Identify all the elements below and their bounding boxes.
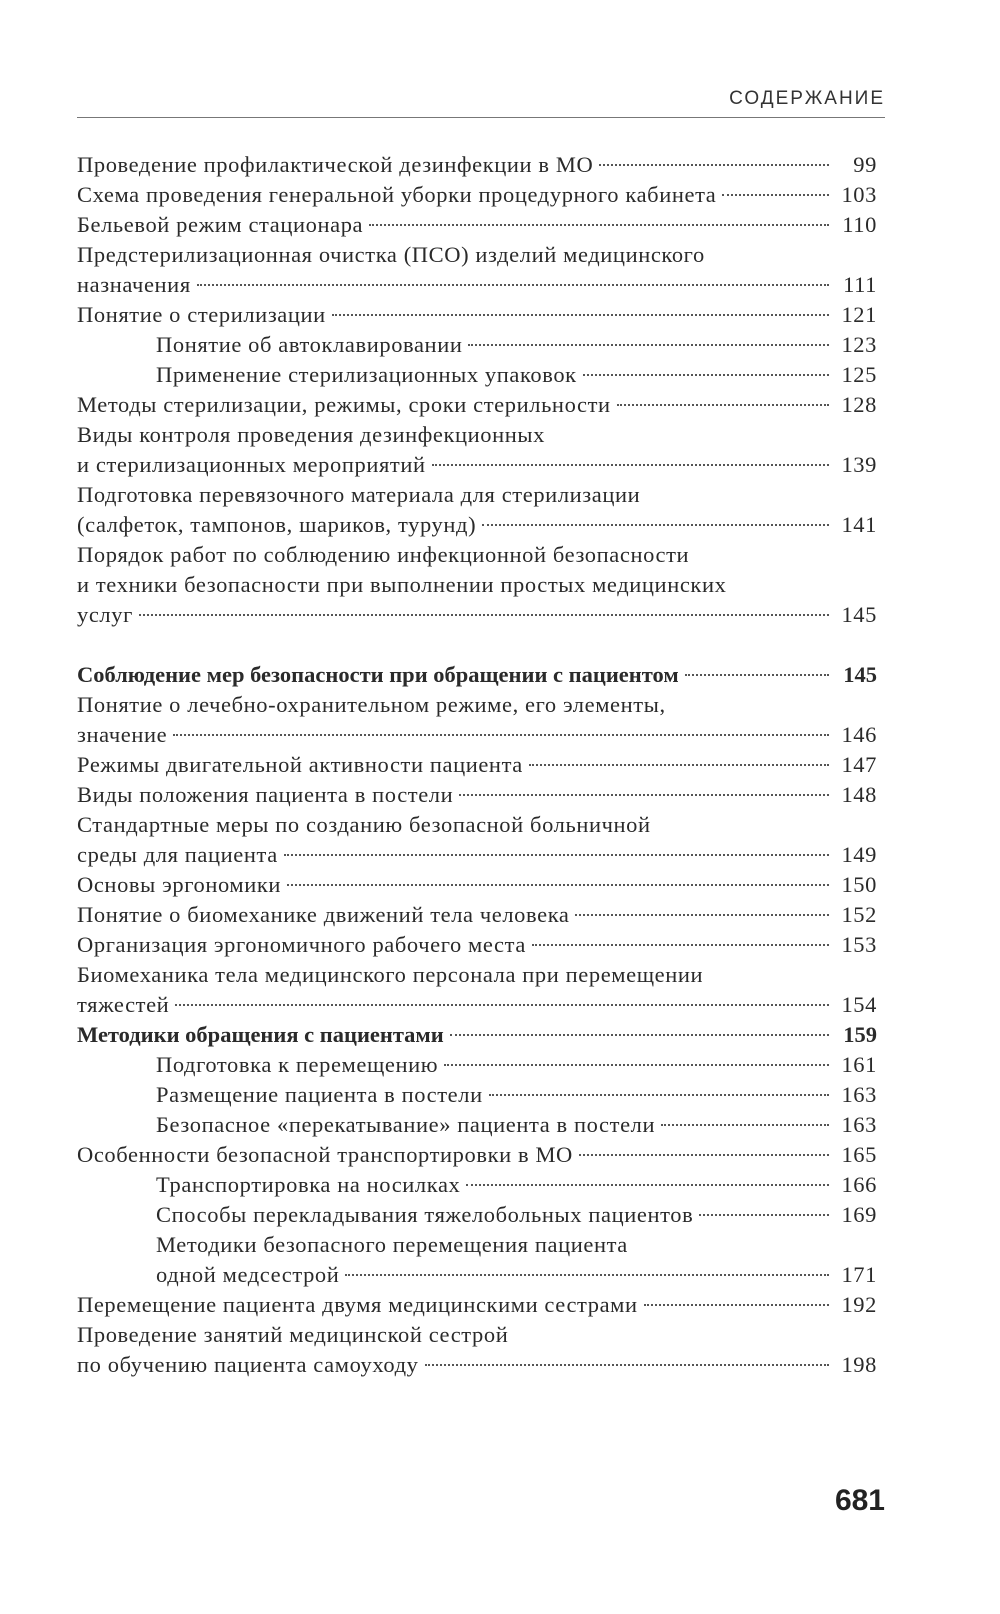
dot-leader <box>583 374 829 376</box>
dot-leader <box>332 314 829 316</box>
dot-leader <box>459 794 829 796</box>
toc-page-number: 149 <box>841 842 877 867</box>
toc-entry <box>77 1170 877 1200</box>
toc-entry-title: Особенности безопасной транспортировки в МО <box>77 1142 573 1167</box>
dot-leader <box>685 674 829 676</box>
dot-leader <box>699 1214 829 1216</box>
toc-entry <box>77 840 877 870</box>
toc-entry-title: Транспортировка на носилках <box>156 1172 461 1197</box>
toc-entry <box>77 600 877 630</box>
toc-entry-title: Понятие о лечебно-охранительном режиме, его элементы, <box>77 692 666 717</box>
toc-entry-title: Соблюдение мер безопасности при обращении с пациентом <box>77 662 679 687</box>
dot-leader <box>444 1064 829 1066</box>
toc-entry-line <box>77 1230 877 1260</box>
toc-entry-title: Виды положения пациента в постели <box>77 782 454 807</box>
toc-entry <box>77 660 877 690</box>
toc-entry-title: Проведение занятий медицинской сестрой <box>77 1322 509 1347</box>
toc-entry-title: Режимы двигательной активности пациента <box>77 752 523 777</box>
toc-entry-title: Методики безопасного перемещения пациента <box>156 1232 628 1257</box>
dot-leader <box>175 1004 829 1006</box>
toc-entry-title: услуг <box>77 602 133 627</box>
dot-leader <box>579 1154 829 1156</box>
dot-leader <box>661 1124 829 1126</box>
dot-leader <box>139 614 829 616</box>
toc-entry <box>77 150 877 180</box>
toc-entry <box>77 360 877 390</box>
toc-entry-title: назначения <box>77 272 191 297</box>
toc-page-number: 152 <box>841 902 877 927</box>
table-of-contents <box>77 150 877 1380</box>
toc-entry-title: Порядок работ по соблюдению инфекционной безопасности <box>77 542 690 567</box>
dot-leader <box>369 224 829 226</box>
toc-page-number: 147 <box>841 752 877 777</box>
header-divider <box>77 117 885 118</box>
toc-entry <box>77 1140 877 1170</box>
toc-entry <box>77 1350 877 1380</box>
toc-entry-title: и техники безопасности при выполнении простых медицинских <box>77 572 727 597</box>
toc-page-number: 159 <box>843 1022 877 1047</box>
toc-page-number: 192 <box>841 1292 877 1317</box>
toc-page-number: 145 <box>843 662 877 687</box>
dot-leader <box>575 914 829 916</box>
toc-entry <box>77 1020 877 1050</box>
toc-entry <box>77 1200 877 1230</box>
toc-entry <box>77 390 877 420</box>
toc-page-number: 145 <box>841 602 877 627</box>
toc-entry-line <box>77 540 877 570</box>
toc-page-number: 148 <box>841 782 877 807</box>
toc-page-number: 123 <box>841 332 877 357</box>
toc-entry-title: Организация эргономичного рабочего места <box>77 932 526 957</box>
toc-entry-line <box>77 420 877 450</box>
toc-entry-title: Виды контроля проведения дезинфекционных <box>77 422 546 447</box>
toc-entry-line <box>77 690 877 720</box>
dot-leader <box>287 884 829 886</box>
dot-leader <box>617 404 829 406</box>
toc-entry-title: Методы стерилизации, режимы, сроки стерильности <box>77 392 611 417</box>
toc-entry-title: Способы перекладывания тяжелобольных пациентов <box>156 1202 694 1227</box>
toc-entry <box>77 300 877 330</box>
toc-entry-title: Биомеханика тела медицинского персонала при перемещении <box>77 962 704 987</box>
toc-page-number: 103 <box>841 182 877 207</box>
dot-leader <box>468 344 829 346</box>
toc-entry-title: Бельевой режим стационара <box>77 212 364 237</box>
toc-entry-title: Основы эргономики <box>77 872 282 897</box>
toc-entry-title: Проведение профилактической дезинфекции в МО <box>77 152 594 177</box>
toc-entry-line <box>77 1320 877 1350</box>
toc-entry <box>77 180 877 210</box>
toc-entry-line <box>77 240 877 270</box>
dot-leader <box>450 1034 829 1036</box>
dot-leader <box>644 1304 829 1306</box>
dot-leader <box>532 944 829 946</box>
toc-page-number: 171 <box>841 1262 877 1287</box>
toc-page-number: 110 <box>842 212 877 237</box>
toc-page-number: 111 <box>843 272 877 297</box>
toc-page-number: 169 <box>841 1202 877 1227</box>
toc-entry-title: Применение стерилизационных упаковок <box>156 362 577 387</box>
toc-entry <box>77 330 877 360</box>
toc-page-number: 121 <box>841 302 877 327</box>
toc-entry <box>77 900 877 930</box>
dot-leader <box>489 1094 829 1096</box>
dot-leader <box>345 1274 829 1276</box>
toc-page-number: 153 <box>841 932 877 957</box>
toc-page-number: 161 <box>841 1052 877 1077</box>
toc-entry <box>77 990 877 1020</box>
toc-entry <box>77 210 877 240</box>
dot-leader <box>432 464 829 466</box>
dot-leader <box>529 764 829 766</box>
toc-entry-title: Перемещение пациента двумя медицинскими сестрами <box>77 1292 638 1317</box>
toc-page-number: 163 <box>841 1112 877 1137</box>
dot-leader <box>482 524 829 526</box>
toc-entry <box>77 1110 877 1140</box>
toc-entry <box>77 870 877 900</box>
dot-leader <box>722 194 829 196</box>
toc-entry-title: значение <box>77 722 168 747</box>
dot-leader <box>466 1184 829 1186</box>
toc-entry <box>77 780 877 810</box>
toc-page-number: 128 <box>841 392 877 417</box>
toc-page-number: 99 <box>853 152 877 177</box>
toc-entry-title: Понятие о стерилизации <box>77 302 326 327</box>
toc-page-number: 166 <box>841 1172 877 1197</box>
toc-page-number: 154 <box>841 992 877 1017</box>
toc-entry-line <box>77 570 877 600</box>
running-header: СОДЕРЖАНИЕ <box>729 88 885 109</box>
toc-entry-title: одной медсестрой <box>156 1262 340 1287</box>
toc-entry-title: Понятие о биомеханике движений тела человека <box>77 902 570 927</box>
toc-entry <box>77 1290 877 1320</box>
toc-entry-title: Размещение пациента в постели <box>156 1082 483 1107</box>
toc-page-number: 139 <box>841 452 877 477</box>
toc-entry-title: тяжестей <box>77 992 170 1017</box>
toc-page-number: 125 <box>841 362 877 387</box>
toc-entry <box>77 270 877 300</box>
toc-page-number: 146 <box>841 722 877 747</box>
toc-entry-title: и стерилизационных мероприятий <box>77 452 426 477</box>
toc-entry-title: Подготовка к перемещению <box>156 1052 439 1077</box>
dot-leader <box>173 734 829 736</box>
toc-entry-line <box>77 810 877 840</box>
toc-entry-line <box>77 480 877 510</box>
toc-entry-title: по обучению пациента самоуходу <box>77 1352 419 1377</box>
dot-leader <box>599 164 829 166</box>
toc-entry-title: Схема проведения генеральной уборки процедурного кабинета <box>77 182 717 207</box>
toc-entry <box>77 1050 877 1080</box>
toc-entry <box>77 930 877 960</box>
dot-leader <box>197 284 829 286</box>
toc-page-number: 141 <box>841 512 877 537</box>
toc-entry-title: Стандартные меры по созданию безопасной больничной <box>77 812 651 837</box>
toc-entry-title: среды для пациента <box>77 842 278 867</box>
page-number: 681 <box>834 1484 885 1517</box>
toc-entry-line <box>77 960 877 990</box>
toc-page-number: 150 <box>841 872 877 897</box>
toc-entry-title: Безопасное «перекатывание» пациента в постели <box>156 1112 656 1137</box>
toc-entry-title: (салфеток, тампонов, шариков, турунд) <box>77 512 477 537</box>
toc-page-number: 165 <box>841 1142 877 1167</box>
dot-leader <box>425 1364 829 1366</box>
toc-entry-title: Предстерилизационная очистка (ПСО) изделий медицинского <box>77 242 705 267</box>
toc-entry-title: Подготовка перевязочного материала для стерилизации <box>77 482 641 507</box>
toc-entry <box>77 450 877 480</box>
toc-entry <box>77 750 877 780</box>
toc-entry-title: Методики обращения с пациентами <box>77 1022 444 1047</box>
toc-entry-title: Понятие об автоклавировании <box>156 332 463 357</box>
toc-page-number: 163 <box>841 1082 877 1107</box>
toc-entry <box>77 1080 877 1110</box>
toc-entry <box>77 510 877 540</box>
dot-leader <box>284 854 829 856</box>
toc-entry <box>77 720 877 750</box>
toc-entry <box>77 1260 877 1290</box>
toc-page-number: 198 <box>841 1352 877 1377</box>
